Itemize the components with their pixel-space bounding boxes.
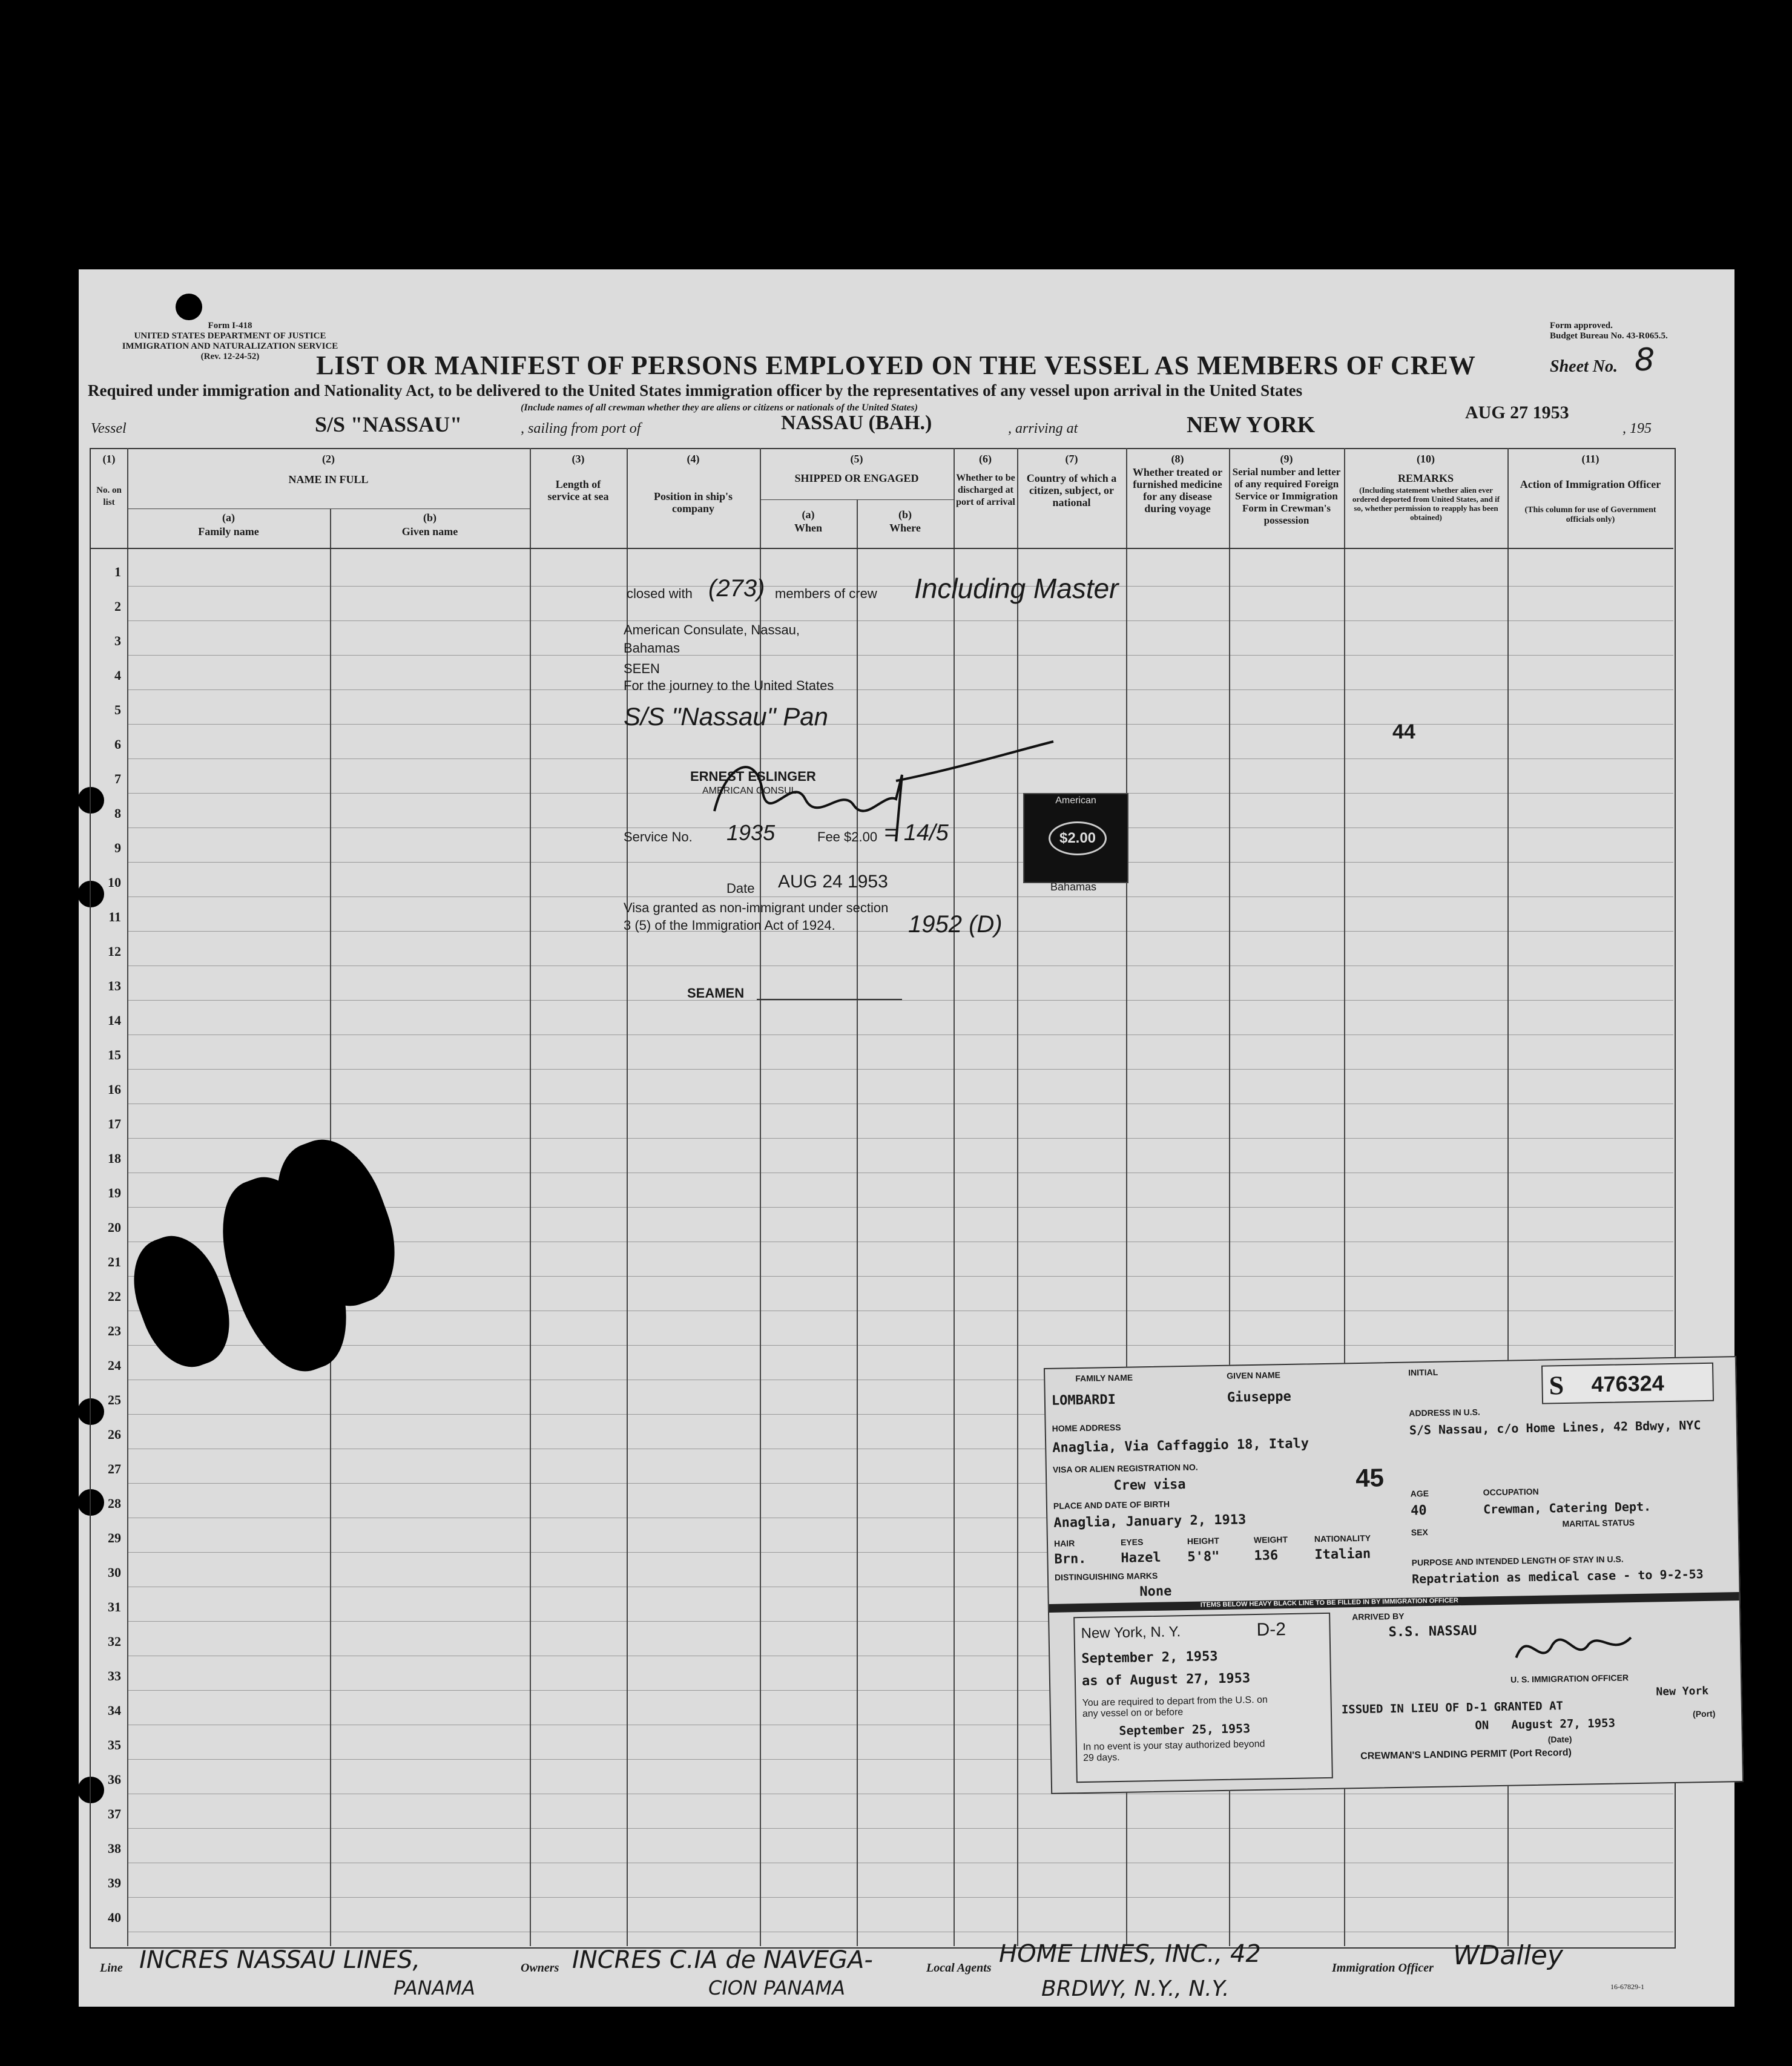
fee-stamp-bottom: Bahamas [1050,881,1097,893]
subhead-divider [127,508,530,509]
date-stamp: AUG 24 1953 [778,872,888,892]
card-prefix: S [1549,1370,1564,1401]
row-rule [127,1345,1673,1346]
form-code: 16-67829-1 [1610,1982,1644,1991]
col4-number: (4) [687,453,700,465]
port-label: (Port) [1692,1708,1716,1719]
col2-number: (2) [322,453,335,465]
col11-label: Action of Immigration Officer [1520,478,1661,490]
col6-number: (6) [979,453,992,465]
row-rule [127,620,1673,621]
col2b-label: Given name [401,525,458,538]
weight: 136 [1254,1548,1279,1564]
stay-notice: In no event is your stay authorized beyond 29 days. [1082,1739,1265,1763]
row-number: 19 [108,1185,121,1200]
row-number: 6 [114,737,121,752]
card-number-box [1541,1363,1714,1404]
admission-as-of: as of August 27, 1953 [1081,1671,1251,1689]
budget-bureau: Budget Bureau No. 43-R065.5. [1550,331,1668,341]
hair: Brn. [1054,1551,1087,1567]
row-rule [127,689,1673,690]
row-number: 32 [108,1634,121,1649]
include-text: (Include names of all crewman whether they are aliens or citizens or nationals of the United States) [521,403,918,413]
row-number: 2 [114,599,121,614]
row-number: 23 [108,1323,121,1338]
col5a-label: When [794,522,822,534]
admission-class: D-2 [1256,1619,1286,1640]
purpose: Repatriation as medical case - to 9-2-53 [1411,1567,1704,1587]
us-address: S/S Nassau, c/o Home Lines, 42 Bdwy, NYC [1409,1418,1701,1438]
year-label: , 195 [1622,421,1652,436]
act-handwritten: 1952 (D) [908,911,1003,938]
col5a-number: (a) [802,508,815,521]
col2a-number: (a) [222,512,235,524]
visa-text: Visa granted as non-immigrant under section 3 (5) of the Immigration Act of 1924. [624,900,889,933]
crew-count: (273) [708,575,765,602]
col1-label: No. on list [96,485,122,507]
issued-date: August 27, 1953 [1511,1716,1616,1732]
seamen-underline [757,999,902,1000]
number-45: 45 [1355,1463,1385,1493]
col3-label: Length of service at sea [547,478,609,502]
col6-label: Whether to be discharged at port of arrival [956,473,1015,507]
date-label: Date [726,881,755,896]
height-label: HEIGHT [1187,1536,1219,1546]
purpose-label: PURPOSE AND INTENDED LENGTH OF STAY IN U.S. [1411,1554,1624,1568]
consulate-name: American Consulate, Nassau, [624,622,800,637]
row-rule [127,862,1673,863]
col-divider [530,448,531,1946]
row-number: 9 [114,840,121,855]
arrival-date: AUG 27 1953 [1465,403,1569,423]
row-number: 13 [108,978,121,993]
col1-number: (1) [102,453,116,465]
revision: (Rev. 12-24-52) [200,352,260,361]
row-number: 28 [108,1496,121,1511]
eyes: Hazel [1121,1550,1161,1566]
col7-number: (7) [1065,453,1078,465]
birth-label: PLACE AND DATE OF BIRTH [1053,1499,1170,1511]
sheet-label: Sheet No. [1550,357,1618,376]
header-divider [90,548,1673,549]
row-number: 31 [108,1599,121,1614]
row-number: 11 [108,909,121,924]
fee-revenue-stamp [1023,793,1128,883]
form-approval [1550,321,1668,341]
row-rule [127,1828,1673,1829]
home-address: Anaglia, Via Caffaggio 18, Italy [1052,1436,1309,1456]
col9-number: (9) [1280,453,1293,465]
visa-label: VISA OR ALIEN REGISTRATION NO. [1052,1462,1198,1475]
age-value: 40 [1410,1503,1427,1519]
line-value: INCRES NASSAU LINES, [139,1946,421,1974]
hair-label: HAIR [1053,1538,1075,1548]
ship-name-handwritten: S/S "Nassau" Pan [624,702,828,731]
vessel-value: S/S "NASSAU" [315,412,463,436]
row-number: 14 [108,1013,121,1028]
admission-stamp [1073,1613,1333,1783]
consulate-location: Bahamas [624,640,680,656]
line-label: Line [100,1961,123,1975]
owners-label: Owners [521,1961,559,1975]
items-below-label: ITEMS BELOW HEAVY BLACK LINE TO BE FILLED IN BY IMMIGRATION OFFICER [1200,1597,1459,1609]
row-number: 26 [108,1427,121,1442]
weight-label: WEIGHT [1253,1535,1288,1545]
col10-number: (10) [1417,453,1435,465]
col2b-number: (b) [423,512,436,524]
officer-signature [1509,1619,1644,1676]
page-title: LIST OR MANIFEST OF PERSONS EMPLOYED ON THE VESSEL AS MEMBERS OF CREW [316,350,1476,380]
nationality: Italian [1314,1546,1371,1563]
col2a-label: Family name [198,525,259,538]
form-approved: Form approved. [1550,321,1613,331]
row-rule [127,1000,1673,1001]
row-rule [127,896,1673,897]
col-divider [127,448,128,1946]
members-label: members of crew [775,586,877,601]
age-label: AGE [1410,1488,1429,1499]
row-number: 25 [108,1392,121,1407]
occupation: Crewman, Catering Dept. [1483,1499,1652,1517]
seen-label: SEEN [624,661,660,676]
card-number: 476324 [1591,1370,1665,1397]
row-number: 36 [108,1772,121,1787]
col5b-label: Where [889,522,921,534]
row-number: 30 [108,1565,121,1580]
punch-hole [176,294,202,320]
col-divider [954,448,955,1946]
col10-note: (Including statement whether alien ever ordered deported from United States, and if so, whether permission to reapply has been obtained) [1352,485,1500,522]
given-name: Giuseppe [1227,1389,1292,1406]
occupation-label: OCCUPATION [1483,1486,1539,1498]
agents-value-2: BRDWY, N.Y., N.Y. [1041,1976,1230,2001]
row-rule [127,586,1673,587]
row-number: 33 [108,1668,121,1683]
row-number: 18 [108,1151,121,1166]
port-value: New York [1656,1684,1709,1699]
row-number: 20 [108,1220,121,1235]
row-number: 3 [114,633,121,648]
row-number: 10 [108,875,121,890]
col10-label: REMARKS [1397,472,1454,484]
vessel-label: Vessel [91,421,127,436]
row-number: 35 [108,1737,121,1752]
including-master: Including Master [914,573,1119,604]
admission-city: New York, N. Y. [1081,1624,1181,1642]
subhead-divider [760,499,954,500]
department: UNITED STATES DEPARTMENT OF JUSTICE [134,331,326,341]
col8-number: (8) [1171,453,1184,465]
admission-date: September 2, 1953 [1081,1649,1218,1667]
closed-with-label: closed with [627,586,693,601]
date-label-card: (Date) [1547,1734,1572,1745]
col7-label: Country of which a citizen, subject, or national [1026,472,1117,508]
row-number: 4 [114,668,121,683]
row-rule [127,1138,1673,1139]
sex-label: SEX [1411,1527,1428,1538]
col8-label: Whether treated or furnished medicine for any disease during voyage [1132,466,1223,515]
family-name: LOMBARDI [1051,1392,1116,1409]
row-rule [127,655,1673,656]
col11-note: (This column for use of Government officials only) [1524,505,1656,524]
marks-label: DISTINGUISHING MARKS [1054,1570,1158,1582]
row-number: 40 [108,1910,121,1925]
row-number: 24 [108,1358,121,1373]
row-number: 27 [108,1461,121,1476]
visa-value: Crew visa [1113,1476,1186,1494]
permit-label: CREWMAN'S LANDING PERMIT (Port Record) [1360,1747,1572,1762]
row-number: 1 [114,564,121,579]
fee-handwritten: = 14/5 [884,820,949,846]
service: IMMIGRATION AND NATURALIZATION SERVICE [122,341,338,351]
owners-value: INCRES C.IA de NAVEGA- [572,1946,873,1974]
agents-label: Local Agents [926,1961,992,1975]
officer-signature-footer: WDalley [1453,1940,1563,1971]
sailing-label: , sailing from port of [521,421,641,436]
birth: Anaglia, January 2, 1913 [1053,1512,1247,1531]
col5-label: SHIPPED OR ENGAGED [794,472,919,484]
row-number: 34 [108,1703,121,1718]
col-divider [1017,448,1018,1946]
given-name-label: GIVEN NAME [1227,1370,1281,1381]
row-number: 37 [108,1806,121,1821]
consul-name: ERNEST ESLINGER [690,769,816,784]
marks: None [1139,1584,1172,1600]
us-address-label: ADDRESS IN U.S. [1409,1407,1480,1418]
consul-title: AMERICAN CONSUL [702,786,797,796]
height: 5'8" [1187,1549,1220,1565]
service-no-value: 1935 [726,820,776,845]
col11-number: (11) [1581,453,1599,465]
row-number: 21 [108,1254,121,1269]
row-number: 22 [108,1289,121,1304]
remarks-value: 44 [1392,720,1415,743]
initial-label: INITIAL [1408,1367,1438,1378]
col5-number: (5) [850,453,863,465]
home-address-label: HOME ADDRESS [1052,1422,1121,1433]
punch-hole [42,393,69,420]
row-rule [127,1897,1673,1898]
row-number: 15 [108,1047,121,1062]
officer-label: Immigration Officer [1332,1961,1434,1975]
row-number: 12 [108,944,121,959]
family-name-label: FAMILY NAME [1075,1372,1133,1384]
col-divider [857,499,858,1946]
depart-date: September 25, 1953 [1119,1721,1251,1738]
row-number: 5 [114,702,121,717]
required-text: Required under immigration and Nationality Act, to be delivered to the United States immigration officer by the representatives of any vessel upon arrival in the United States [88,381,1303,400]
officer-label: U. S. IMMIGRATION OFFICER [1510,1673,1629,1685]
arriving-value: NEW YORK [1187,412,1316,438]
service-no-label: Service No. [624,829,693,844]
on-label: ON [1475,1719,1489,1732]
issued-lieu: ISSUED IN LIEU OF D-1 GRANTED AT [1341,1699,1564,1717]
arrived-by: S.S. NASSAU [1388,1623,1477,1640]
sheet-value: 8 [1635,342,1655,378]
crewman-landing-card [1044,1356,1744,1794]
col2-label: NAME IN FULL [288,473,369,485]
agents-value: HOME LINES, INC., 42 [999,1940,1261,1968]
row-number: 8 [114,806,121,821]
row-number: 38 [108,1841,121,1856]
form-number: Form I-418 [208,321,252,331]
row-number: 17 [108,1116,121,1131]
marital-label: MARITAL STATUS [1562,1518,1635,1529]
row-rule [127,931,1673,932]
fee-label: Fee $2.00 [817,829,878,844]
sailing-value: NASSAU (BAH.) [781,412,932,434]
eyes-label: EYES [1120,1537,1144,1547]
arriving-label: , arriving at [1008,421,1078,436]
row-rule [127,724,1673,725]
fee-stamp-top: American [1055,795,1096,806]
fee-stamp-value: $2.00 [1049,821,1107,855]
col3-number: (3) [572,453,585,465]
col5b-number: (b) [898,508,912,521]
row-number: 16 [108,1082,121,1097]
owners-value-2: CION PANAMA [708,1976,845,1999]
depart-notice: You are required to depart from the U.S. on any vessel on or before [1082,1694,1268,1720]
nationality-label: NATIONALITY [1314,1533,1371,1544]
row-number: 39 [108,1875,121,1890]
journey-text: For the journey to the United States [624,678,834,693]
col-divider [760,448,761,1946]
row-number: 29 [108,1530,121,1545]
row-number: 7 [114,771,121,786]
row-rule [127,1069,1673,1070]
col9-label: Serial number and letter of any required Foreign Service or Immigration Form in Crewman's possession [1232,466,1341,526]
col4-label: Position in ship's company [653,490,733,515]
line-value-2: PANAMA [394,1976,475,1999]
seamen-label: SEAMEN [687,985,745,1001]
arrived-label: ARRIVED BY [1352,1611,1405,1622]
